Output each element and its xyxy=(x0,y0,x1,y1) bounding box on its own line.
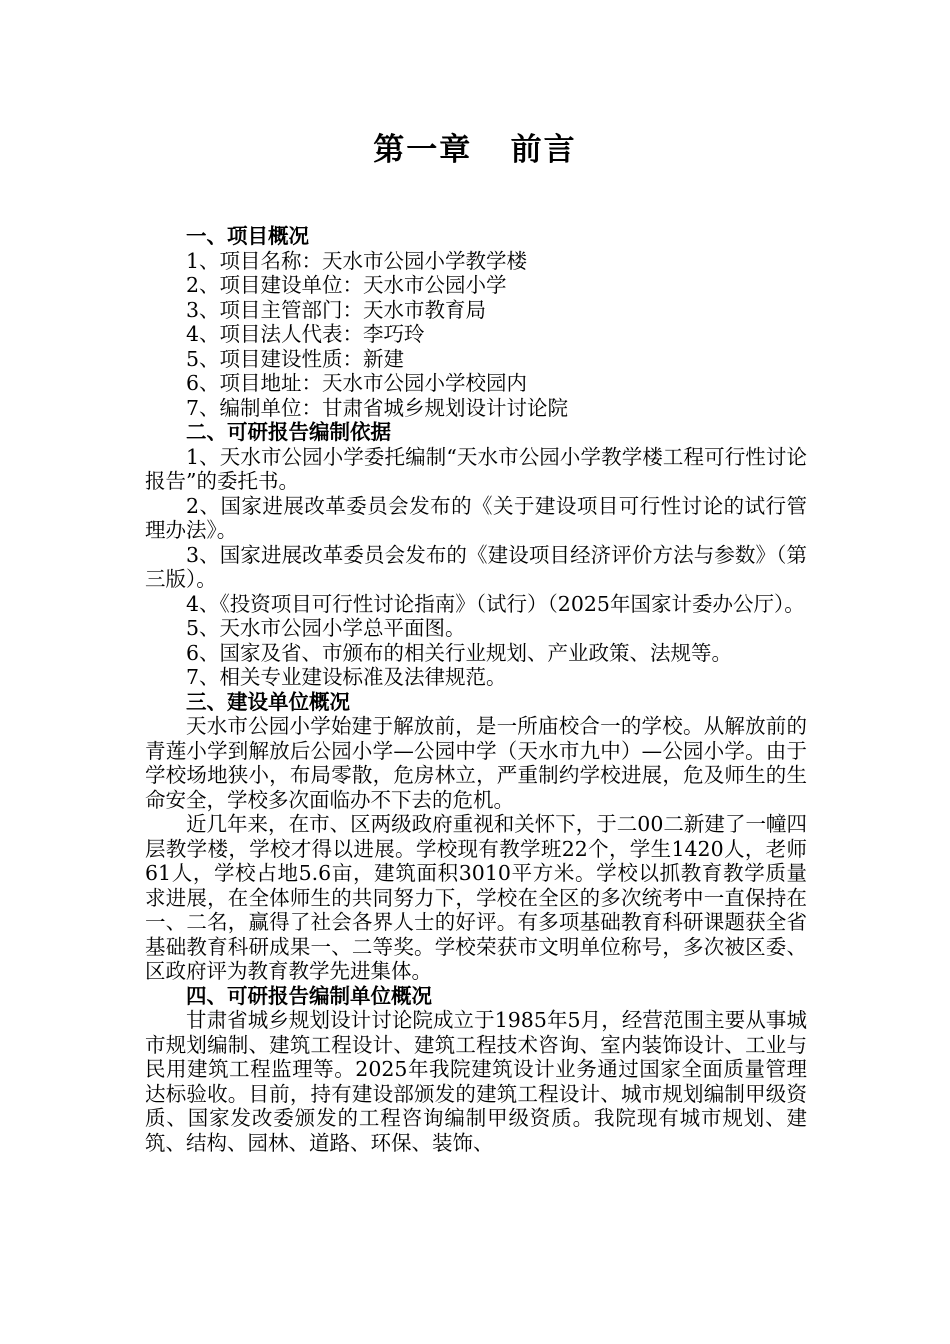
body-paragraph: 近几年来，在市、区两级政府重视和关怀下，于二00二新建了一幢四层教学楼，学校才得以进展。学校现有教学班22个，学生1420人，老师61人，学校占地5.6亩，建筑面积3010平方米。学校以抓教育教学质量求进展，在全体师生的共同努力下，学校在全区的多次统考中一直保持在一、二名，赢得了社会各界人士的好评。有多项基础教育科研课题获全省基础教育科研成果一、二等奖。学校荣获市文明单位称号，多次被区委、区政府评为教育教学先进集体。 xyxy=(145,812,807,983)
document-body xyxy=(145,224,807,1155)
list-item: 2、国家进展改革委员会发布的《关于建设项目可行性讨论的试行管理办法》。 xyxy=(145,493,807,542)
chapter-title: 第一章 前言 xyxy=(373,132,577,168)
list-item: 7、编制单位：甘肃省城乡规划设计讨论院 xyxy=(186,395,569,420)
section-heading-basis: 二、可研报告编制依据 xyxy=(186,420,391,444)
list-item: 4、项目法人代表：李巧玲 xyxy=(186,322,425,346)
list-item: 6、国家及省、市颁布的相关行业规划、产业政策、法规等。 xyxy=(186,640,733,665)
section-heading-builder-overview: 三、建设单位概况 xyxy=(186,689,350,714)
section-heading-compiler-overview: 四、可研报告编制单位概况 xyxy=(186,983,432,1008)
list-item: 5、项目建设性质：新建 xyxy=(186,346,405,371)
list-item: 4、《投资项目可行性讨论指南》（试行）（2025年国家计委办公厅）。 xyxy=(186,591,805,616)
body-paragraph: 天水市公园小学始建于解放前，是一所庙校合一的学校。从解放前的青莲小学到解放后公园小学—公园中学（天水市九中）—公园小学。由于学校场地狭小，布局零散，危房林立，严重制约学校进展，危及师生的生命安全，学校多次面临办不下去的危机。 xyxy=(145,714,807,812)
list-item: 2、项目建设单位：天水市公园小学 xyxy=(186,273,507,297)
list-item: 3、国家进展改革委员会发布的《建设项目经济评价方法与参数》（第三版）。 xyxy=(145,542,807,591)
list-item: 7、相关专业建设标准及法律规范。 xyxy=(186,665,507,689)
section-heading-project-overview: 一、项目概况 xyxy=(186,224,309,248)
list-item: 3、项目主管部门：天水市教育局 xyxy=(186,297,487,322)
list-item: 6、项目地址：天水市公园小学校园内 xyxy=(186,371,528,395)
body-paragraph: 甘肃省城乡规划设计讨论院成立于1985年5月，经营范围主要从事城市规划编制、建筑工程设计、建筑工程技术咨询、室内装饰设计、工业与民用建筑工程监理等。2025年我院建筑设计业务通过国家全面质量管理达标验收。目前，持有建设部颁发的建筑工程设计、城市规划编制甲级资质、国家发改委颁发的工程咨询编制甲级资质。我院现有城市规划、建筑、结构、园林、道路、环保、装饰、 xyxy=(145,1008,807,1155)
list-item: 1、天水市公园小学委托编制“天水市公园小学教学楼工程可行性讨论报告”的委托书。 xyxy=(145,444,807,493)
list-item: 1、项目名称：天水市公园小学教学楼 xyxy=(186,248,528,273)
list-item: 5、天水市公园小学总平面图。 xyxy=(186,616,466,640)
